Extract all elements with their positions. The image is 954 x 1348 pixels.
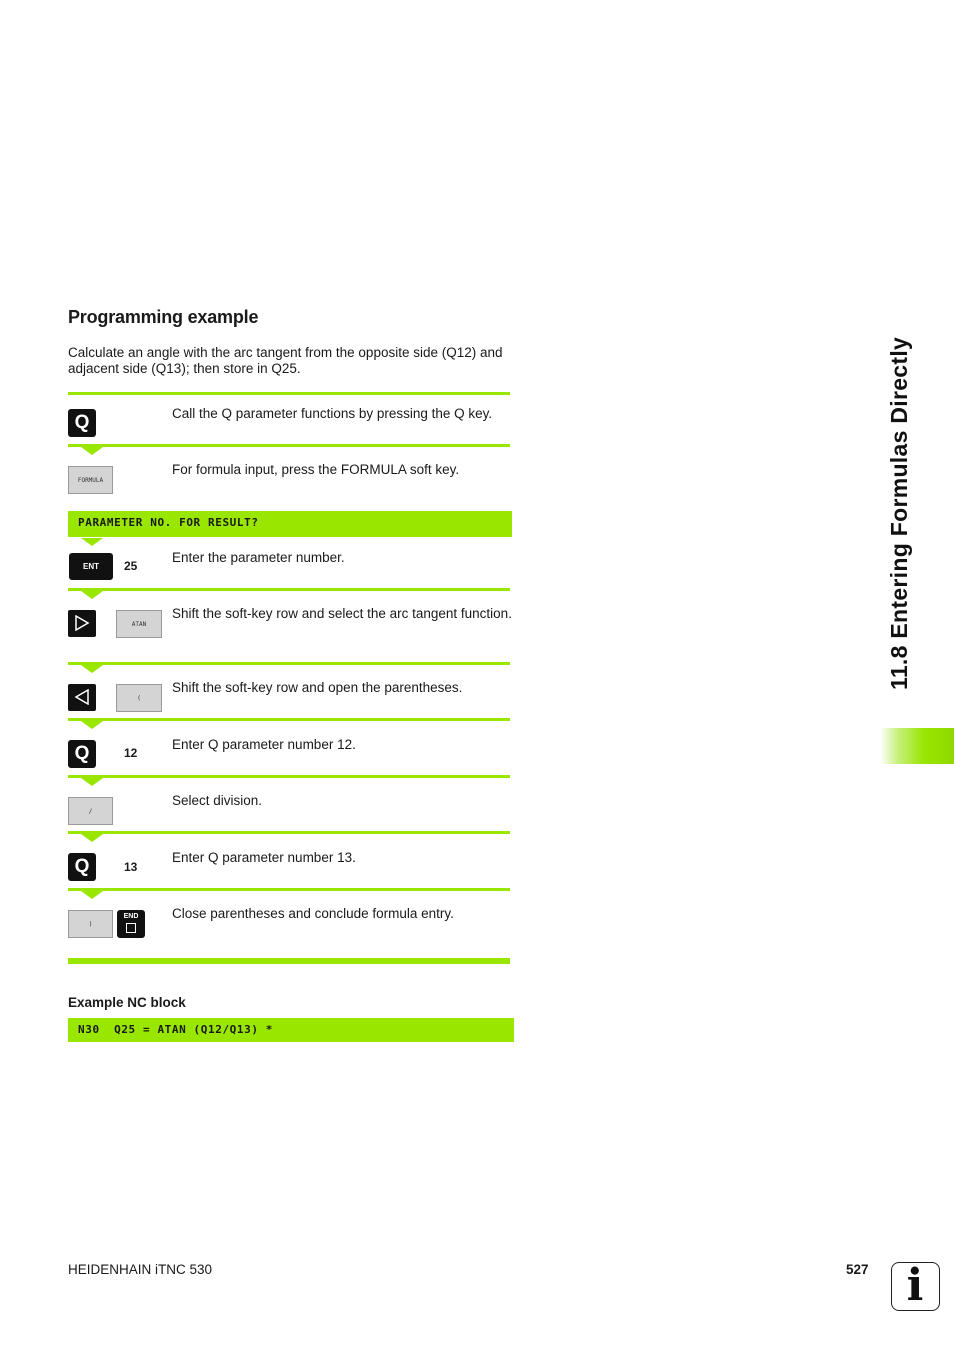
division-softkey[interactable]: / [68, 797, 113, 825]
separator-line [68, 718, 510, 721]
end-key-label: END [123, 913, 139, 920]
end-key[interactable] [117, 910, 145, 938]
separator-line [68, 775, 510, 778]
separator-line [68, 588, 510, 591]
footer-product: HEIDENHAIN iTNC 530 [68, 1262, 213, 1277]
q-key[interactable]: Q [68, 853, 96, 881]
example-heading: Example NC block [68, 995, 186, 1010]
step-description: Enter the parameter number. [172, 550, 345, 565]
separator-line [68, 392, 510, 395]
step-arrow-icon [81, 665, 103, 673]
page-number: 527 [846, 1262, 869, 1277]
step-description: Shift the soft-key row and open the parentheses. [172, 680, 463, 695]
q-key[interactable]: Q [68, 740, 96, 768]
separator-line [68, 662, 510, 665]
triangle-right-icon [74, 615, 90, 631]
step-description: Call the Q parameter functions by pressing the Q key. [172, 406, 493, 421]
step-arrow-icon [81, 538, 103, 546]
step-description: Enter Q parameter number 12. [172, 737, 356, 752]
separator-line [68, 888, 510, 891]
step-arrow-icon [81, 447, 103, 455]
nc-block: N30 Q25 = ATAN (Q12/Q13) * [68, 1018, 514, 1042]
step-description: For formula input, press the FORMULA soft key. [172, 462, 460, 477]
section-heading: Programming example [68, 307, 259, 327]
q-key[interactable]: Q [68, 409, 96, 437]
chapter-tab [880, 728, 954, 764]
triangle-left-icon [74, 689, 90, 705]
formula-softkey[interactable]: FORMULA [68, 466, 113, 494]
step-description: Shift the soft-key row and select the arc tangent function. [172, 606, 512, 621]
chapter-side-title: 11.8 Entering Formulas Directly [886, 336, 912, 690]
close-parenthesis-softkey[interactable]: ) [68, 910, 113, 938]
info-icon-glyph: i [906, 1260, 924, 1311]
step-arrow-icon [81, 778, 103, 786]
open-parenthesis-softkey[interactable]: ( [116, 684, 162, 712]
step-arrow-icon [81, 834, 103, 842]
separator-line [68, 444, 510, 447]
info-icon [891, 1262, 940, 1311]
next-softkey-row-key[interactable] [68, 610, 96, 637]
step-description: Enter Q parameter number 13. [172, 850, 356, 865]
entered-value: 12 [124, 746, 138, 760]
entered-value: 13 [124, 860, 138, 874]
separator-line [68, 831, 510, 834]
atan-softkey[interactable]: ATAN [116, 610, 162, 638]
entered-value: 25 [124, 559, 138, 573]
step-description: Select division. [172, 793, 263, 808]
table-bottom-bar [68, 958, 510, 964]
step-description: Close parentheses and conclude formula entry. [172, 906, 454, 921]
ent-key[interactable]: ENT [69, 553, 113, 580]
step-arrow-icon [81, 891, 103, 899]
square-icon [126, 923, 136, 933]
dialog-prompt: PARAMETER NO. FOR RESULT? [68, 511, 512, 537]
intro-paragraph: Calculate an angle with the arc tangent from the opposite side (Q12) and adjacent side (Q13); then store in Q25. [68, 345, 503, 376]
step-arrow-icon [81, 721, 103, 729]
previous-softkey-row-key[interactable] [68, 684, 96, 711]
step-arrow-icon [81, 591, 103, 599]
